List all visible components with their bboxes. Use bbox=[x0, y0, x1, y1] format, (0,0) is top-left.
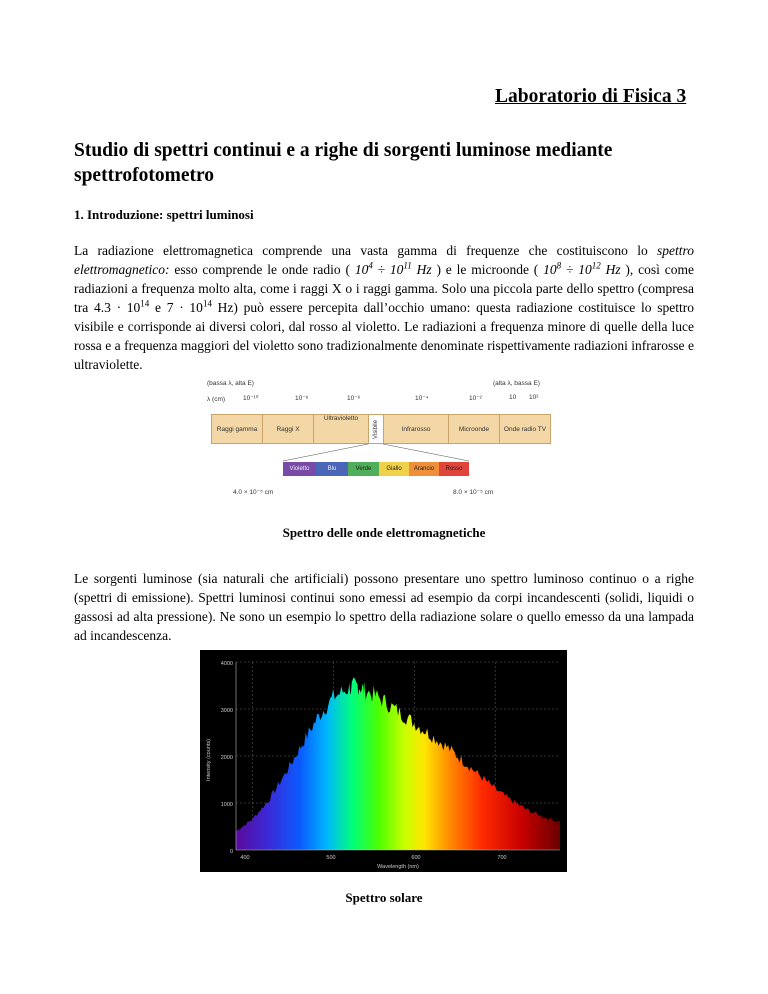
x-tick-label: 400 bbox=[240, 855, 250, 861]
y-tick-label: 0 bbox=[229, 849, 233, 855]
paragraph-intro: La radiazione elettromagnetica comprende una vasta gamma di frequenze che costituiscono lo spettro elettromagnetico: esso comprende le onde radio ( $10^4 \div 10^{11}$ Hz ) e le microonde ( $10^8 \div 10^{12}$ Hz ), così come radiazioni a frequenza molto alta, come i raggi X o i raggi gamma. Solo una piccola parte dello spettro (compresa tra $4.3 \cdot 10^{14}$ e $7 \cdot 10^{14}$ Hz) può essere percepita dall’occhio umano: questa radiazione costituisce lo spettro visibile e corrisponde ai diversi colori, dal rosso al violetto. Le radiazioni a frequenza minore di quelle della luce rossa e a frequenza maggiori del violetto sono tradizionalmente denominate rispettivamente radiazioni infrarosse e ultraviolette. bbox=[74, 243, 694, 372]
band-ir: Infrarosso bbox=[383, 414, 449, 444]
vis-blue: Blu bbox=[316, 462, 348, 476]
vis-orange: Arancio bbox=[409, 462, 439, 476]
paragraph-sources: Le sorgenti luminose (sia naturali che artificiali) possono presentare uno spettro luminoso continuo o a righe (spettri di emissione). Spettri luminosi continui sono emessi ad esempio da corpi incandescenti (solidi, liquidi o gassosi ad alta pressione). Ne sono un esempio lo spettro della radiazione solare o quello emesso da una lampada ad incandescenza. bbox=[74, 571, 694, 643]
y-tick-label: 3000 bbox=[220, 708, 233, 714]
vis-green: Verde bbox=[348, 462, 379, 476]
document-title: Studio di spettri continui e a righe di sorgenti luminose mediante spettrofotometro bbox=[74, 140, 613, 186]
x-tick-label: 700 bbox=[497, 855, 507, 861]
band-gamma: Raggi gamma bbox=[211, 414, 263, 444]
tick-label: 10² bbox=[529, 394, 539, 401]
left-wavelength: 4.0 × 10⁻⁵ cm bbox=[233, 489, 274, 496]
x-tick-label: 600 bbox=[411, 855, 421, 861]
x-tick-label: 500 bbox=[326, 855, 336, 861]
tick-label: 10 bbox=[509, 394, 517, 401]
band-microwave: Microonde bbox=[448, 414, 500, 444]
figure-caption-1: Spettro delle onde elettromagnetiche bbox=[282, 525, 486, 540]
solar-spectrum-chart bbox=[200, 650, 567, 872]
tick-label: 10⁻⁸ bbox=[295, 395, 309, 402]
right-note: (alta λ, bassa E) bbox=[493, 380, 540, 387]
vis-red: Rosso bbox=[439, 462, 469, 476]
lambda-label: λ (cm) bbox=[207, 396, 226, 403]
section-heading: 1. Introduzione: spettri luminosi bbox=[74, 207, 254, 222]
band-x: Raggi X bbox=[262, 414, 314, 444]
spectrum-area bbox=[236, 678, 560, 851]
band-radio: Onde radio TV bbox=[499, 414, 551, 444]
zoom-lines bbox=[207, 380, 553, 502]
tick-label: 10⁻² bbox=[469, 395, 482, 402]
solar-spectrum-svg bbox=[200, 650, 567, 872]
band-uv: Ultravioletto bbox=[313, 414, 369, 444]
figure-caption-2: Spettro solare bbox=[345, 890, 423, 905]
y-tick-label: 2000 bbox=[220, 755, 233, 761]
band-visible: Visibile bbox=[368, 414, 384, 444]
tick-label: 10⁻⁴ bbox=[415, 395, 429, 402]
tick-label: 10⁻¹⁰ bbox=[243, 395, 259, 402]
left-note: (bassa λ, alta E) bbox=[207, 380, 254, 387]
y-tick-label: 4000 bbox=[220, 661, 233, 667]
y-axis-label: Intensity (counts) bbox=[206, 739, 212, 781]
right-wavelength: 8.0 × 10⁻⁵ cm bbox=[453, 489, 494, 496]
lab-title: Laboratorio di Fisica 3 bbox=[495, 86, 687, 107]
tick-label: 10⁻⁶ bbox=[347, 395, 361, 402]
x-axis-label: Wavelength (nm) bbox=[377, 864, 419, 870]
em-spectrum-figure bbox=[207, 380, 553, 502]
y-tick-label: 1000 bbox=[220, 802, 233, 808]
vis-yellow: Giallo bbox=[379, 462, 409, 476]
vis-violet: Violetto bbox=[283, 462, 316, 476]
